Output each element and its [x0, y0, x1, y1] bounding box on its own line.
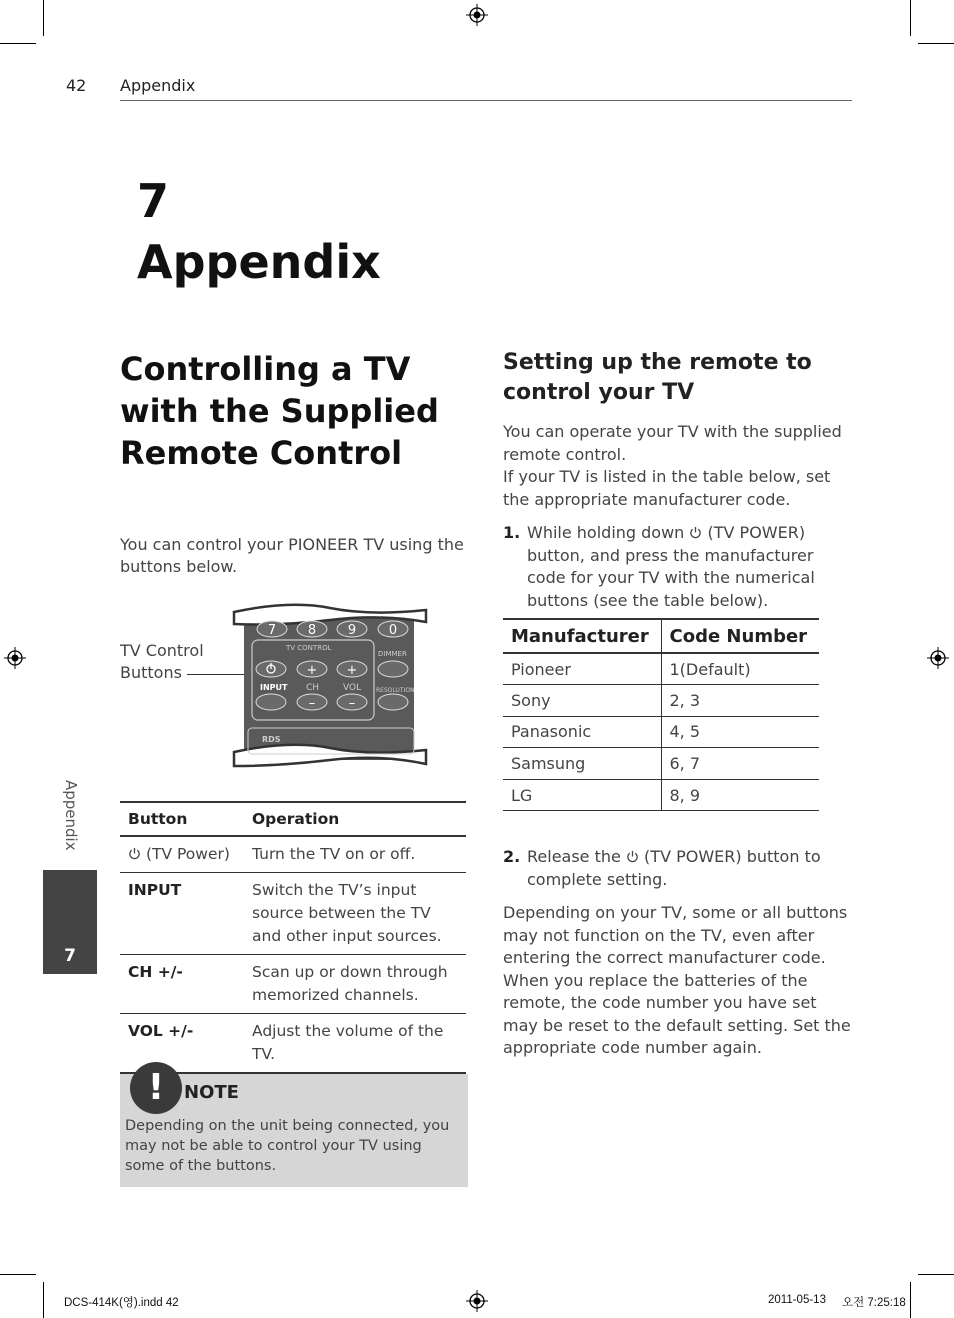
registration-mark-icon: [4, 647, 26, 669]
button-cell: INPUT: [120, 873, 244, 955]
note-text: Depending on the unit being connected, you may not be able to control your TV using some of the buttons.: [125, 1118, 450, 1174]
step-number: 1.: [503, 523, 521, 542]
operation-cell: Switch the TV’s input source between the TV and other input sources.: [244, 873, 466, 955]
remote-digit-label: 9: [347, 623, 357, 638]
remote-minus-label: –: [308, 696, 316, 711]
remote-digit-label: 0: [388, 623, 398, 638]
step-1: [503, 522, 853, 612]
remote-input-label: INPUT: [260, 683, 288, 692]
remote-digit-label: 8: [307, 623, 317, 638]
footer-date: 2011-05-13: [768, 1294, 826, 1306]
note-title: NOTE: [184, 1082, 239, 1103]
operation-cell: Turn the TV on or off.: [244, 836, 466, 873]
step-text-part: (TV POWER) button to complete setting.: [527, 847, 821, 889]
exclamation-icon: !: [130, 1062, 182, 1114]
intro-paragraph: [503, 421, 853, 511]
code-cell: 4, 5: [661, 716, 819, 748]
step-text-part: Release the: [527, 847, 621, 866]
table-row: [120, 873, 466, 955]
power-icon: [689, 526, 702, 539]
remote-plus-label: +: [346, 663, 358, 678]
remote-plus-label: +: [306, 663, 318, 678]
remote-digit-label: 7: [267, 623, 277, 638]
column-header: Button: [120, 802, 244, 836]
remote-tv-control-label: TV CONTROL: [286, 644, 332, 652]
remote-vol-label: VOL: [343, 683, 362, 693]
subsection-title: Setting up the remote to control your TV: [503, 350, 812, 405]
operation-cell: Adjust the volume of the TV.: [244, 1014, 466, 1074]
running-header: Appendix: [120, 76, 196, 95]
manufacturer-cell: Sony: [503, 685, 661, 717]
side-tab-label: Appendix: [62, 780, 80, 851]
code-cell: 1(Default): [661, 653, 819, 685]
side-tab-number: 7: [64, 946, 76, 966]
manufacturer-cell: Panasonic: [503, 716, 661, 748]
operation-cell: Scan up or down through memorized channels.: [244, 955, 466, 1014]
table-row: [120, 1014, 466, 1074]
code-cell: 8, 9: [661, 779, 819, 811]
remote-control-illustration: [230, 600, 430, 772]
manufacturer-cell: LG: [503, 779, 661, 811]
remote-rds-label: RDS: [262, 735, 281, 744]
manufacturer-cell: Pioneer: [503, 653, 661, 685]
column-header: Operation: [244, 802, 466, 836]
step-2: [503, 846, 853, 891]
step-text: [527, 846, 853, 891]
remote-resolution-label: RESOLUTION: [376, 687, 415, 694]
registration-mark-icon: [466, 4, 488, 26]
header-rule: [120, 100, 852, 101]
paragraph: You can operate your TV with the supplied remote control.: [503, 422, 842, 464]
power-icon: [128, 847, 141, 860]
step-text: [527, 522, 853, 612]
crop-mark: [918, 1274, 954, 1275]
button-operation-table: [120, 801, 466, 1074]
chapter-title: Appendix: [137, 235, 381, 289]
footer-time: 오전 7:25:18: [842, 1297, 906, 1309]
footer-filename: DCS-414K(영).indd 42: [64, 1297, 179, 1309]
button-name: (TV Power): [145, 845, 230, 863]
step-text-part: (TV POWER) button, and press the manufacturer code for your TV with the numerical buttons (see the table below).: [527, 523, 815, 610]
button-cell: VOL +/-: [120, 1014, 244, 1074]
intro-text: You can control your PIONEER TV using the buttons below.: [120, 535, 464, 576]
section-title: Controlling a TV with the Supplied Remote Control: [120, 350, 439, 472]
crop-mark: [918, 43, 954, 44]
button-cell: CH +/-: [120, 955, 244, 1014]
table-header-row: [120, 802, 466, 836]
table-row: [503, 716, 819, 748]
power-icon: [626, 850, 639, 863]
chapter-number: 7: [137, 174, 170, 228]
table-row: [503, 653, 819, 685]
table-row: [120, 955, 466, 1014]
crop-mark: [0, 43, 36, 44]
crop-mark: [43, 1282, 44, 1318]
paragraph: If your TV is listed in the table below, set the appropriate manufacturer code.: [503, 467, 831, 509]
remote-dimmer-label: DIMMER: [378, 650, 407, 658]
crop-mark: [910, 1282, 911, 1318]
remote-minus-label: –: [348, 696, 356, 711]
step-text-part: While holding down: [527, 523, 685, 542]
table-row: [503, 685, 819, 717]
table-row: [503, 779, 819, 811]
code-cell: 2, 3: [661, 685, 819, 717]
button-cell: [120, 836, 244, 873]
figure-label: TV Control Buttons: [120, 641, 204, 682]
table-header-row: [503, 619, 819, 653]
code-cell: 6, 7: [661, 748, 819, 780]
table-row: [120, 836, 466, 873]
crop-mark: [910, 0, 911, 36]
registration-mark-icon: [927, 647, 949, 669]
crop-mark: [43, 0, 44, 36]
registration-mark-icon: [466, 1290, 488, 1312]
manufacturer-code-table: [503, 618, 819, 811]
step-number: 2.: [503, 847, 521, 866]
crop-mark: [0, 1274, 36, 1275]
remote-ch-label: CH: [306, 683, 320, 693]
manufacturer-cell: Samsung: [503, 748, 661, 780]
column-header: Code Number: [661, 619, 819, 653]
page-number: 42: [66, 76, 87, 95]
closing-paragraph: Depending on your TV, some or all buttons may not function on the TV, even after entering the correct manufacturer code. When you replace the batteries of the remote, the code number you have set may be reset to the default setting. Set the appropriate code number again.: [503, 903, 851, 1057]
table-row: [503, 748, 819, 780]
column-header: Manufacturer: [503, 619, 661, 653]
